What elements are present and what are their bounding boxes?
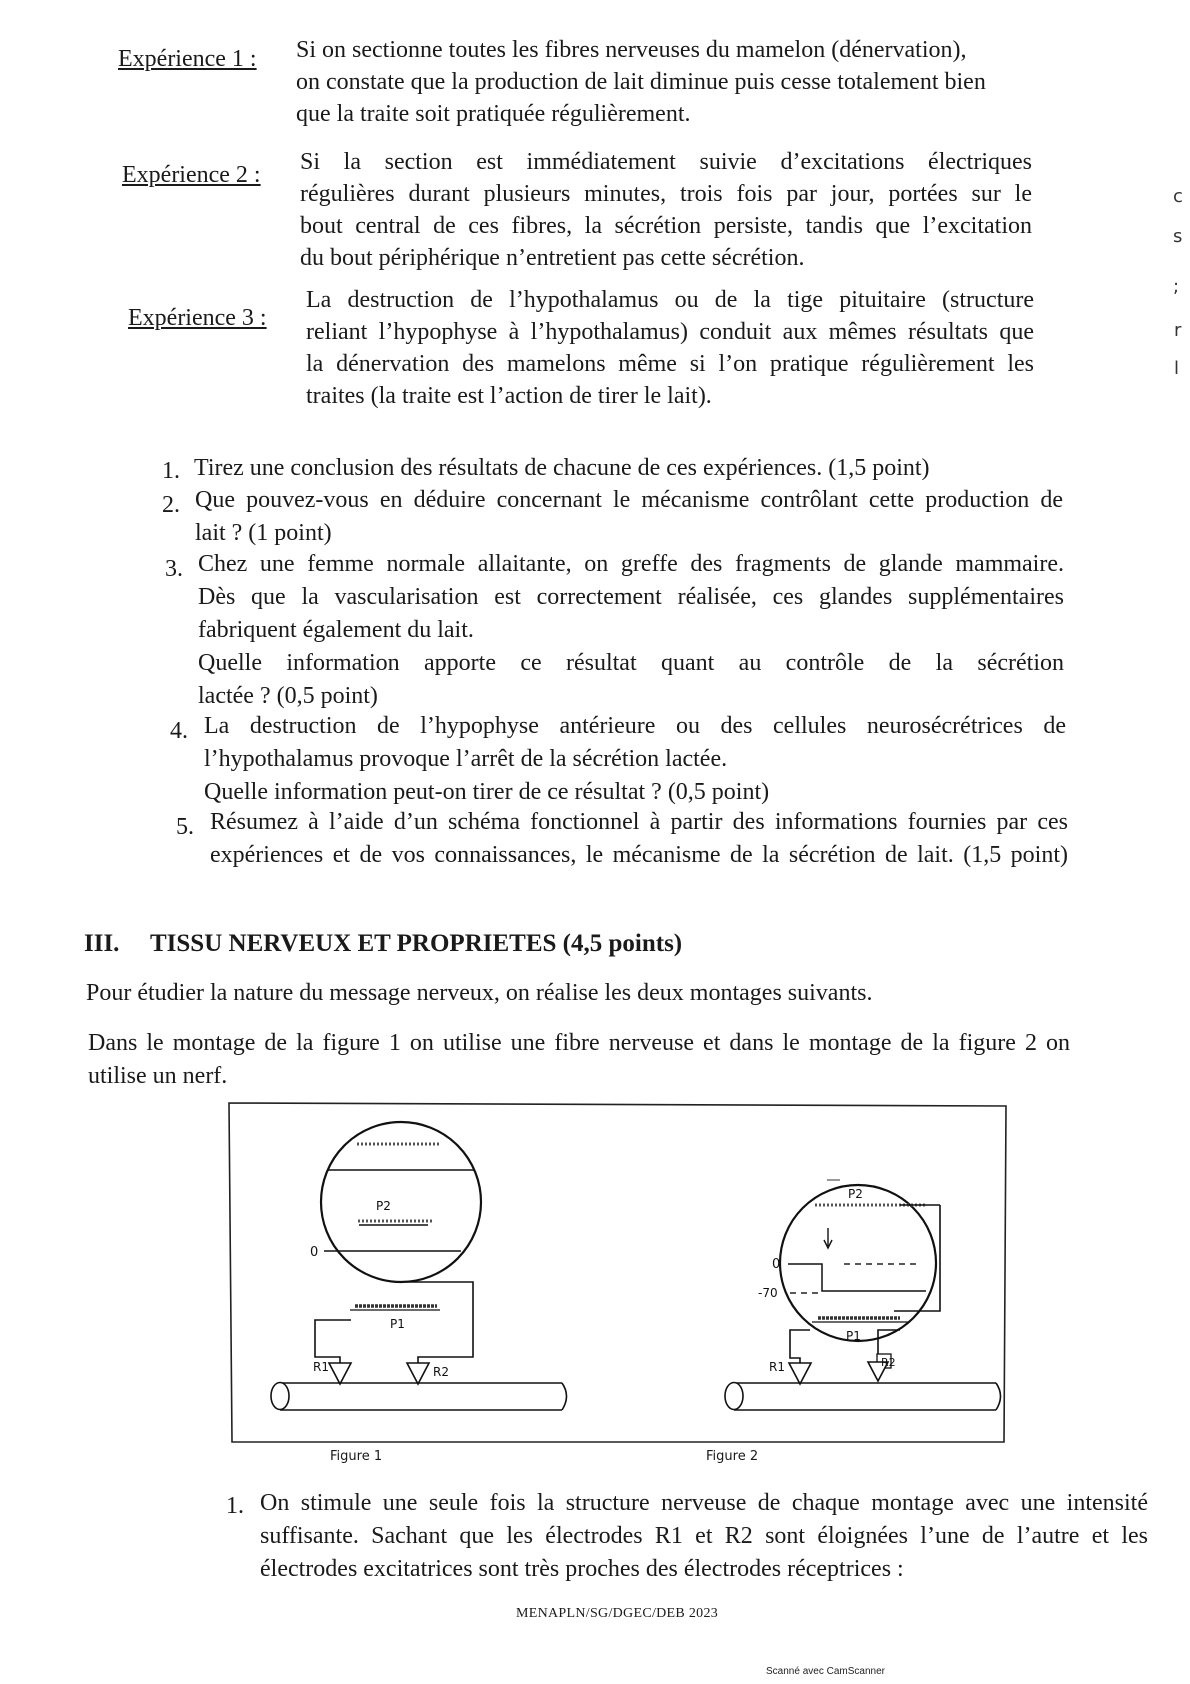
label-r1: R1 [313,1360,329,1374]
figure-1-caption: Figure 1 [330,1449,383,1464]
oscilloscope-screen-1 [321,1122,481,1282]
label-p2: P2 [848,1187,863,1201]
text-line: que la traite soit pratiquée régulièrement. [296,101,691,127]
text-line: Chez une femme normale allaitante, on greffe des fragments de glande mammaire. [198,551,1064,577]
text-line: lait ? (1 point) [195,520,332,546]
text-line: du bout périphérique n’entretient pas cette sécrétion. [300,245,805,271]
label-p1: P1 [390,1317,405,1331]
text-line: Quelle information apporte ce résultat quant au contrôle de la sécrétion [198,650,1064,676]
text-line: on constate que la production de lait diminue puis cesse totalement bien [296,69,986,95]
margin-mark: ; [1173,276,1180,297]
label-r2: R2 [881,1356,896,1369]
page-footer: MENAPLN/SG/DGEC/DEB 2023 [516,1606,719,1621]
scanner-watermark: Scanné avec CamScanner [766,1666,885,1677]
experience-2-label: Expérience 2 : [122,162,261,188]
text-line: la dénervation des mamelons même si l’on pratique régulièrement les [306,351,1034,377]
text-line: Si on sectionne toutes les fibres nerveuses du mamelon (dénervation), [296,37,967,63]
figure-2-caption: Figure 2 [706,1449,759,1464]
nerve-end [725,1383,743,1410]
label-minus70: -70 [758,1286,778,1300]
text-line: régulières durant plusieurs minutes, trois fois par jour, portées sur le [300,181,1032,207]
text-line: Dès que la vascularisation est correctement réalisée, ces glandes supplémentaires [198,584,1064,610]
text-line: Résumez à l’aide d’un schéma fonctionnel à partir des informations fournies par ces [210,809,1068,835]
label-p2: P2 [376,1199,391,1213]
label-zero: 0 [772,1257,781,1272]
question-number: 4. [170,718,188,744]
question-number: 1. [226,1493,244,1519]
text-line: électrodes excitatrices sont très proches des électrodes réceptrices : [260,1556,904,1582]
label-p1: P1 [846,1329,861,1343]
text-line: l’hypothalamus provoque l’arrêt de la sécrétion lactée. [204,746,728,772]
text-line: suffisante. Sachant que les électrodes R1 et R2 sont éloignées l’une de l’autre et les [260,1523,1148,1549]
question-number: 3. [165,556,183,582]
text-line: expériences et de vos connaissances, le mécanisme de la sécrétion de lait. (1,5 point) [210,842,1068,868]
question-number: 2. [162,492,180,518]
text-line: Tirez une conclusion des résultats de chacune de ces expériences. (1,5 point) [194,455,930,481]
text-line: bout central de ces fibres, la sécrétion persiste, tandis que l’excitation [300,213,1032,239]
text-line: fabriquent également du lait. [198,617,474,643]
label-r2: R2 [433,1365,449,1379]
electrode-r1 [789,1363,811,1384]
question-number: 5. [176,814,194,840]
section-intro: Pour étudier la nature du message nerveux, on réalise les deux montages suivants. [86,980,873,1006]
text-line: Que pouvez-vous en déduire concernant le mécanisme contrôlant cette production de [195,487,1063,513]
text-line: traites (la traite est l’action de tirer le lait). [306,383,712,409]
text-line: Si la section est immédiatement suivie d’excitations électriques [300,149,1032,175]
text-line: Dans le montage de la figure 1 on utilise une fibre nerveuse et dans le montage de la figure 2 on [88,1030,1070,1056]
text-line: La destruction de l’hypothalamus ou de la tige pituitaire (structure [306,287,1034,313]
text-line: utilise un nerf. [88,1063,228,1089]
question-number: 1. [162,458,180,484]
figure-2-diagram [725,1180,1001,1410]
label-zero: 0 [310,1245,319,1260]
margin-mark: s [1173,226,1183,247]
text-line: Quelle information peut-on tirer de ce résultat ? (0,5 point) [204,779,770,805]
electrode-r1 [329,1363,351,1384]
section-title: TISSU NERVEUX ET PROPRIETES (4,5 points) [150,930,683,957]
text-line: On stimule une seule fois la structure nerveuse de chaque montage avec une intensité [260,1490,1148,1516]
electrode-r2 [407,1363,429,1384]
question-iii-1 [260,1487,1148,1586]
section-numeral: III. [84,930,120,957]
margin-mark: c [1173,186,1183,207]
text-line: La destruction de l’hypophyse antérieure ou des cellules neurosécrétrices de [204,713,1066,739]
figure-1-diagram [271,1122,567,1410]
text-line: lactée ? (0,5 point) [198,683,378,709]
label-r1: R1 [769,1360,785,1374]
text-line: reliant l’hypophyse à l’hypothalamus) conduit aux mêmes résultats que [306,319,1034,345]
margin-mark: l [1174,358,1180,379]
experience-3-label: Expérience 3 : [128,305,267,331]
margin-mark: r [1174,320,1182,341]
experience-1-label: Expérience 1 : [118,46,257,72]
nerve-fiber-end [271,1383,289,1410]
